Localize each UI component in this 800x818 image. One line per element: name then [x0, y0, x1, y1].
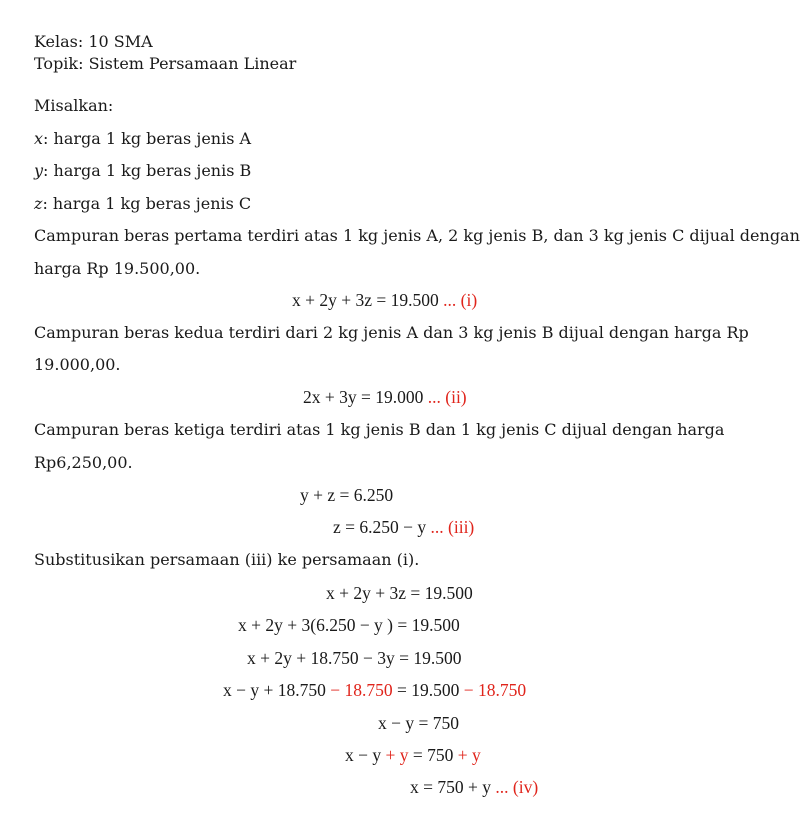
- variable-description: : harga 1 kg beras jenis A: [43, 129, 252, 148]
- equation-tag: ... (iv): [491, 777, 539, 797]
- paragraph-3-line-2: Rp6,250,00.: [34, 453, 133, 472]
- paragraph-1-line-1: Campuran beras pertama terdiri atas 1 kg jenis A, 2 kg jenis B, dan 3 kg jenis C dijual dengan: [34, 226, 800, 245]
- equation-iii: [333, 516, 474, 538]
- substitution-step-1: [326, 582, 473, 604]
- equation-tag: ... (i): [438, 290, 478, 310]
- topic-label: Topik: Sistem Persamaan Linear: [34, 54, 297, 73]
- variable-symbol: y: [34, 161, 44, 180]
- equation-iii-a: [300, 484, 393, 506]
- substitution-step-5: [378, 712, 459, 734]
- equation-ii: [303, 386, 467, 408]
- paragraph-4: Substitusikan persamaan (iii) ke persamaan (i).: [34, 550, 420, 569]
- substitution-step-4: [223, 679, 526, 701]
- equation-mid: = 750: [408, 745, 454, 765]
- variable-symbol: x: [34, 129, 44, 148]
- equation-tag: ... (iii): [426, 517, 475, 537]
- paragraph-2-line-2: 19.000,00.: [34, 355, 121, 374]
- equation-i: [292, 289, 477, 311]
- equation-lhs: x − y + 18.750: [223, 680, 326, 700]
- equation-lhs: x − y: [345, 745, 382, 765]
- equation-text: x + 2y + 3(6.250 − y ) = 19.500: [238, 615, 460, 635]
- equation-text: x + 2y + 18.750 − 3y = 19.500: [247, 648, 462, 668]
- equation-tag: ... (ii): [423, 387, 467, 407]
- equation-text: z = 6.250 − y: [333, 517, 427, 537]
- equation-text: x + 2y + 3z = 19.500: [292, 290, 439, 310]
- equation-text: x − y = 750: [378, 713, 459, 733]
- substitution-step-3: [247, 647, 461, 669]
- variable-description: : harga 1 kg beras jenis B: [43, 161, 252, 180]
- equation-lhs-highlight: + y: [381, 745, 409, 765]
- paragraph-2-line-1: Campuran beras kedua terdiri dari 2 kg jenis A dan 3 kg jenis B dijual dengan harga Rp: [34, 323, 749, 342]
- variable-y: [34, 161, 251, 181]
- paragraph-1-line-2: harga Rp 19.500,00.: [34, 259, 201, 278]
- equation-text: 2x + 3y = 19.000: [303, 387, 424, 407]
- substitution-step-6: [345, 744, 481, 766]
- equation-rhs-highlight: + y: [453, 745, 481, 765]
- grade-label: Kelas: 10 SMA: [34, 32, 153, 51]
- equation-lhs-highlight: − 18.750: [325, 680, 393, 700]
- variable-description: : harga 1 kg beras jenis C: [42, 194, 252, 213]
- substitution-step-2: [238, 614, 460, 636]
- equation-text: x = 750 + y: [410, 777, 491, 797]
- equation-rhs-highlight: − 18.750: [459, 680, 527, 700]
- paragraph-3-line-1: Campuran beras ketiga terdiri atas 1 kg jenis B dan 1 kg jenis C dijual dengan harga: [34, 420, 725, 439]
- variable-x: [34, 129, 251, 149]
- variable-symbol: z: [34, 194, 43, 213]
- equation-mid: = 19.500: [392, 680, 460, 700]
- variable-z: [34, 194, 251, 214]
- equation-iv: [410, 776, 538, 798]
- equation-text: y + z = 6.250: [300, 485, 394, 505]
- intro-text: Misalkan:: [34, 96, 114, 115]
- equation-text: x + 2y + 3z = 19.500: [326, 583, 473, 603]
